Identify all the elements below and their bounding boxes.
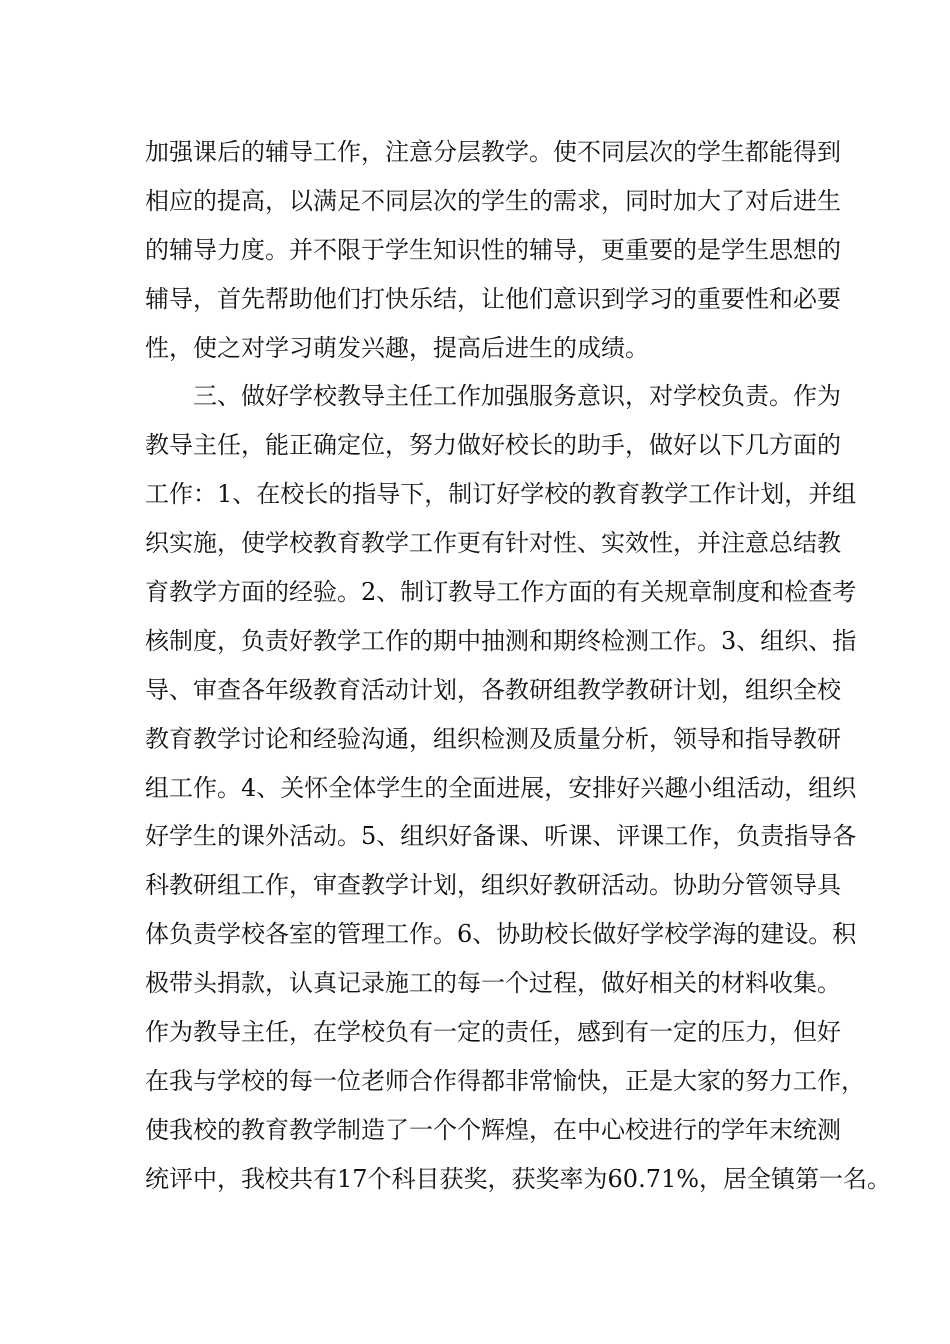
text-line: 性，使之对学习萌发兴趣，提高后进生的成绩。: [145, 333, 649, 362]
text-line: 在我与学校的每一位老师合作得都非常愉快，正是大家的努力工作，: [145, 1066, 865, 1095]
text-line: 极带头捐款，认真记录施工的每一个过程，做好相关的材料收集。: [145, 969, 841, 998]
text-line: 体负责学校各室的管理工作。6、协助校长做好学校学海的建设。积: [145, 920, 857, 949]
text-line: 育教学方面的经验。2、制订教导工作方面的有关规章制度和检查考: [145, 578, 857, 607]
text-line: 工作：1、在校长的指导下，制订好学校的教育教学工作计划，并组: [145, 480, 857, 509]
text-line: 教育教学讨论和经验沟通，组织检测及质量分析，领导和指导教研: [145, 724, 841, 753]
text-line: 辅导，首先帮助他们打快乐结，让他们意识到学习的重要性和必要: [145, 284, 841, 313]
text-line: 织实施，使学校教育教学工作更有针对性、实效性，并注意总结教: [145, 529, 841, 558]
text-line: 组工作。4、关怀全体学生的全面进展，安排好兴趣小组活动，组织: [145, 773, 857, 802]
text-line: 的辅导力度。并不限于学生知识性的辅导，更重要的是学生思想的: [145, 235, 841, 264]
text-line: 统评中，我校共有17个科目获奖，获奖率为60.71%，居全镇第一名。: [145, 1164, 892, 1193]
text-line: 导、审查各年级教育活动计划，各教研组教学教研计划，组织全校: [145, 675, 841, 704]
text-line: 使我校的教育教学制造了一个个辉煌，在中心校进行的学年末统测: [145, 1115, 841, 1144]
text-line: 科教研组工作，审查教学计划，组织好教研活动。协助分管领导具: [145, 871, 841, 900]
text-line: 作为教导主任，在学校负有一定的责任，感到有一定的压力，但好: [145, 1018, 841, 1047]
text-line: 加强课后的辅导工作，注意分层教学。使不同层次的学生都能得到: [145, 138, 841, 166]
text-line: 核制度，负责好教学工作的期中抽测和期终检测工作。3、组织、指: [145, 626, 857, 655]
text-line: 教导主任，能正确定位，努力做好校长的助手，做好以下几方面的: [145, 431, 841, 460]
text-line: 好学生的课外活动。5、组织好备课、听课、评课工作，负责指导各: [145, 822, 857, 851]
text-line: 相应的提高，以满足不同层次的学生的需求，同时加大了对后进生: [145, 186, 841, 215]
body-text: [145, 128, 892, 1204]
paragraph-start-line: 三、做好学校教导主任工作加强服务意识，对学校负责。作为: [193, 382, 841, 411]
